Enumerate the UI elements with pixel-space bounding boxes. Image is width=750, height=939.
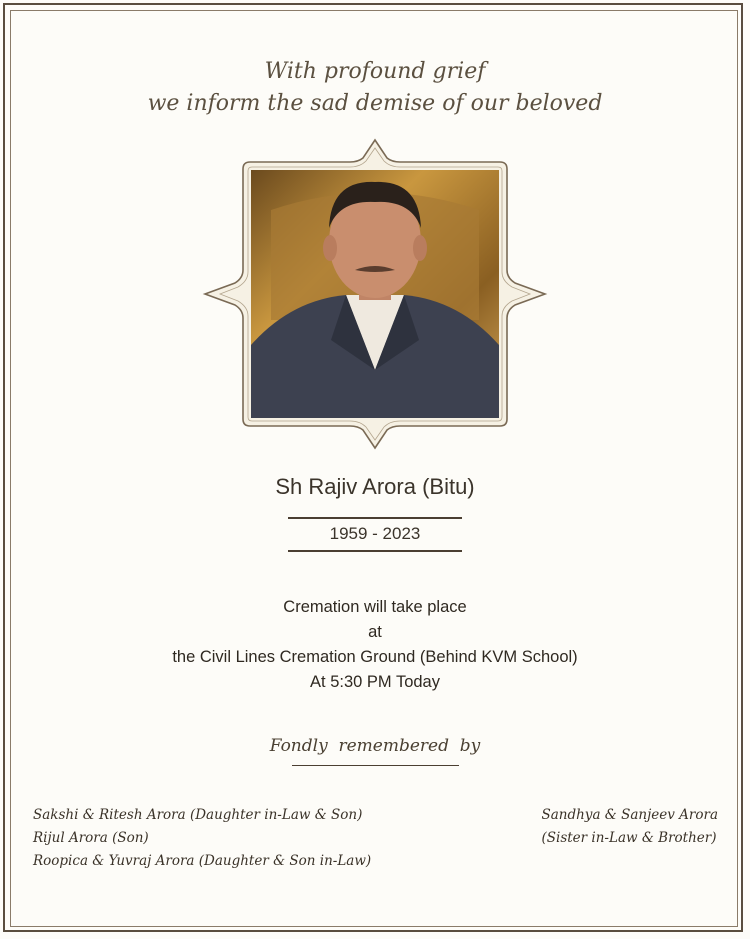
intro-line-1: With profound grief	[264, 59, 486, 84]
life-years: 1959 - 2023	[329, 524, 421, 543]
cremation-line-2: at	[368, 623, 382, 641]
fondly-rule	[292, 765, 459, 766]
family-member: Rijul Arora (Son)	[33, 830, 149, 846]
cremation-details	[0, 595, 750, 695]
deceased-name: Sh Rajiv Arora (Bitu)	[275, 474, 475, 499]
cremation-line-1: Cremation will take place	[283, 598, 467, 616]
family-member: (Sister in-Law & Brother)	[541, 830, 717, 846]
ear-right	[413, 235, 427, 261]
intro-text	[0, 56, 750, 120]
family-member: Roopica & Yuvraj Arora (Daughter & Son in-Law)	[33, 853, 372, 869]
name-rule-bottom	[288, 550, 462, 552]
family-list-right	[541, 804, 718, 850]
intro-line-2: we inform the sad demise of our beloved	[147, 91, 603, 116]
portrait-photo	[251, 170, 499, 418]
cremation-line-3: the Civil Lines Cremation Ground (Behind KVM School)	[172, 648, 578, 666]
family-member: Sandhya & Sanjeev Arora	[541, 807, 718, 823]
ear-left	[323, 235, 337, 261]
cremation-line-4: At 5:30 PM Today	[310, 673, 440, 691]
family-member: Sakshi & Ritesh Arora (Daughter in-Law & Son)	[33, 807, 363, 823]
family-list-left	[33, 804, 371, 873]
name-rule-top	[288, 517, 462, 519]
fondly-remembered-heading: Fondly remembered by	[269, 736, 481, 756]
